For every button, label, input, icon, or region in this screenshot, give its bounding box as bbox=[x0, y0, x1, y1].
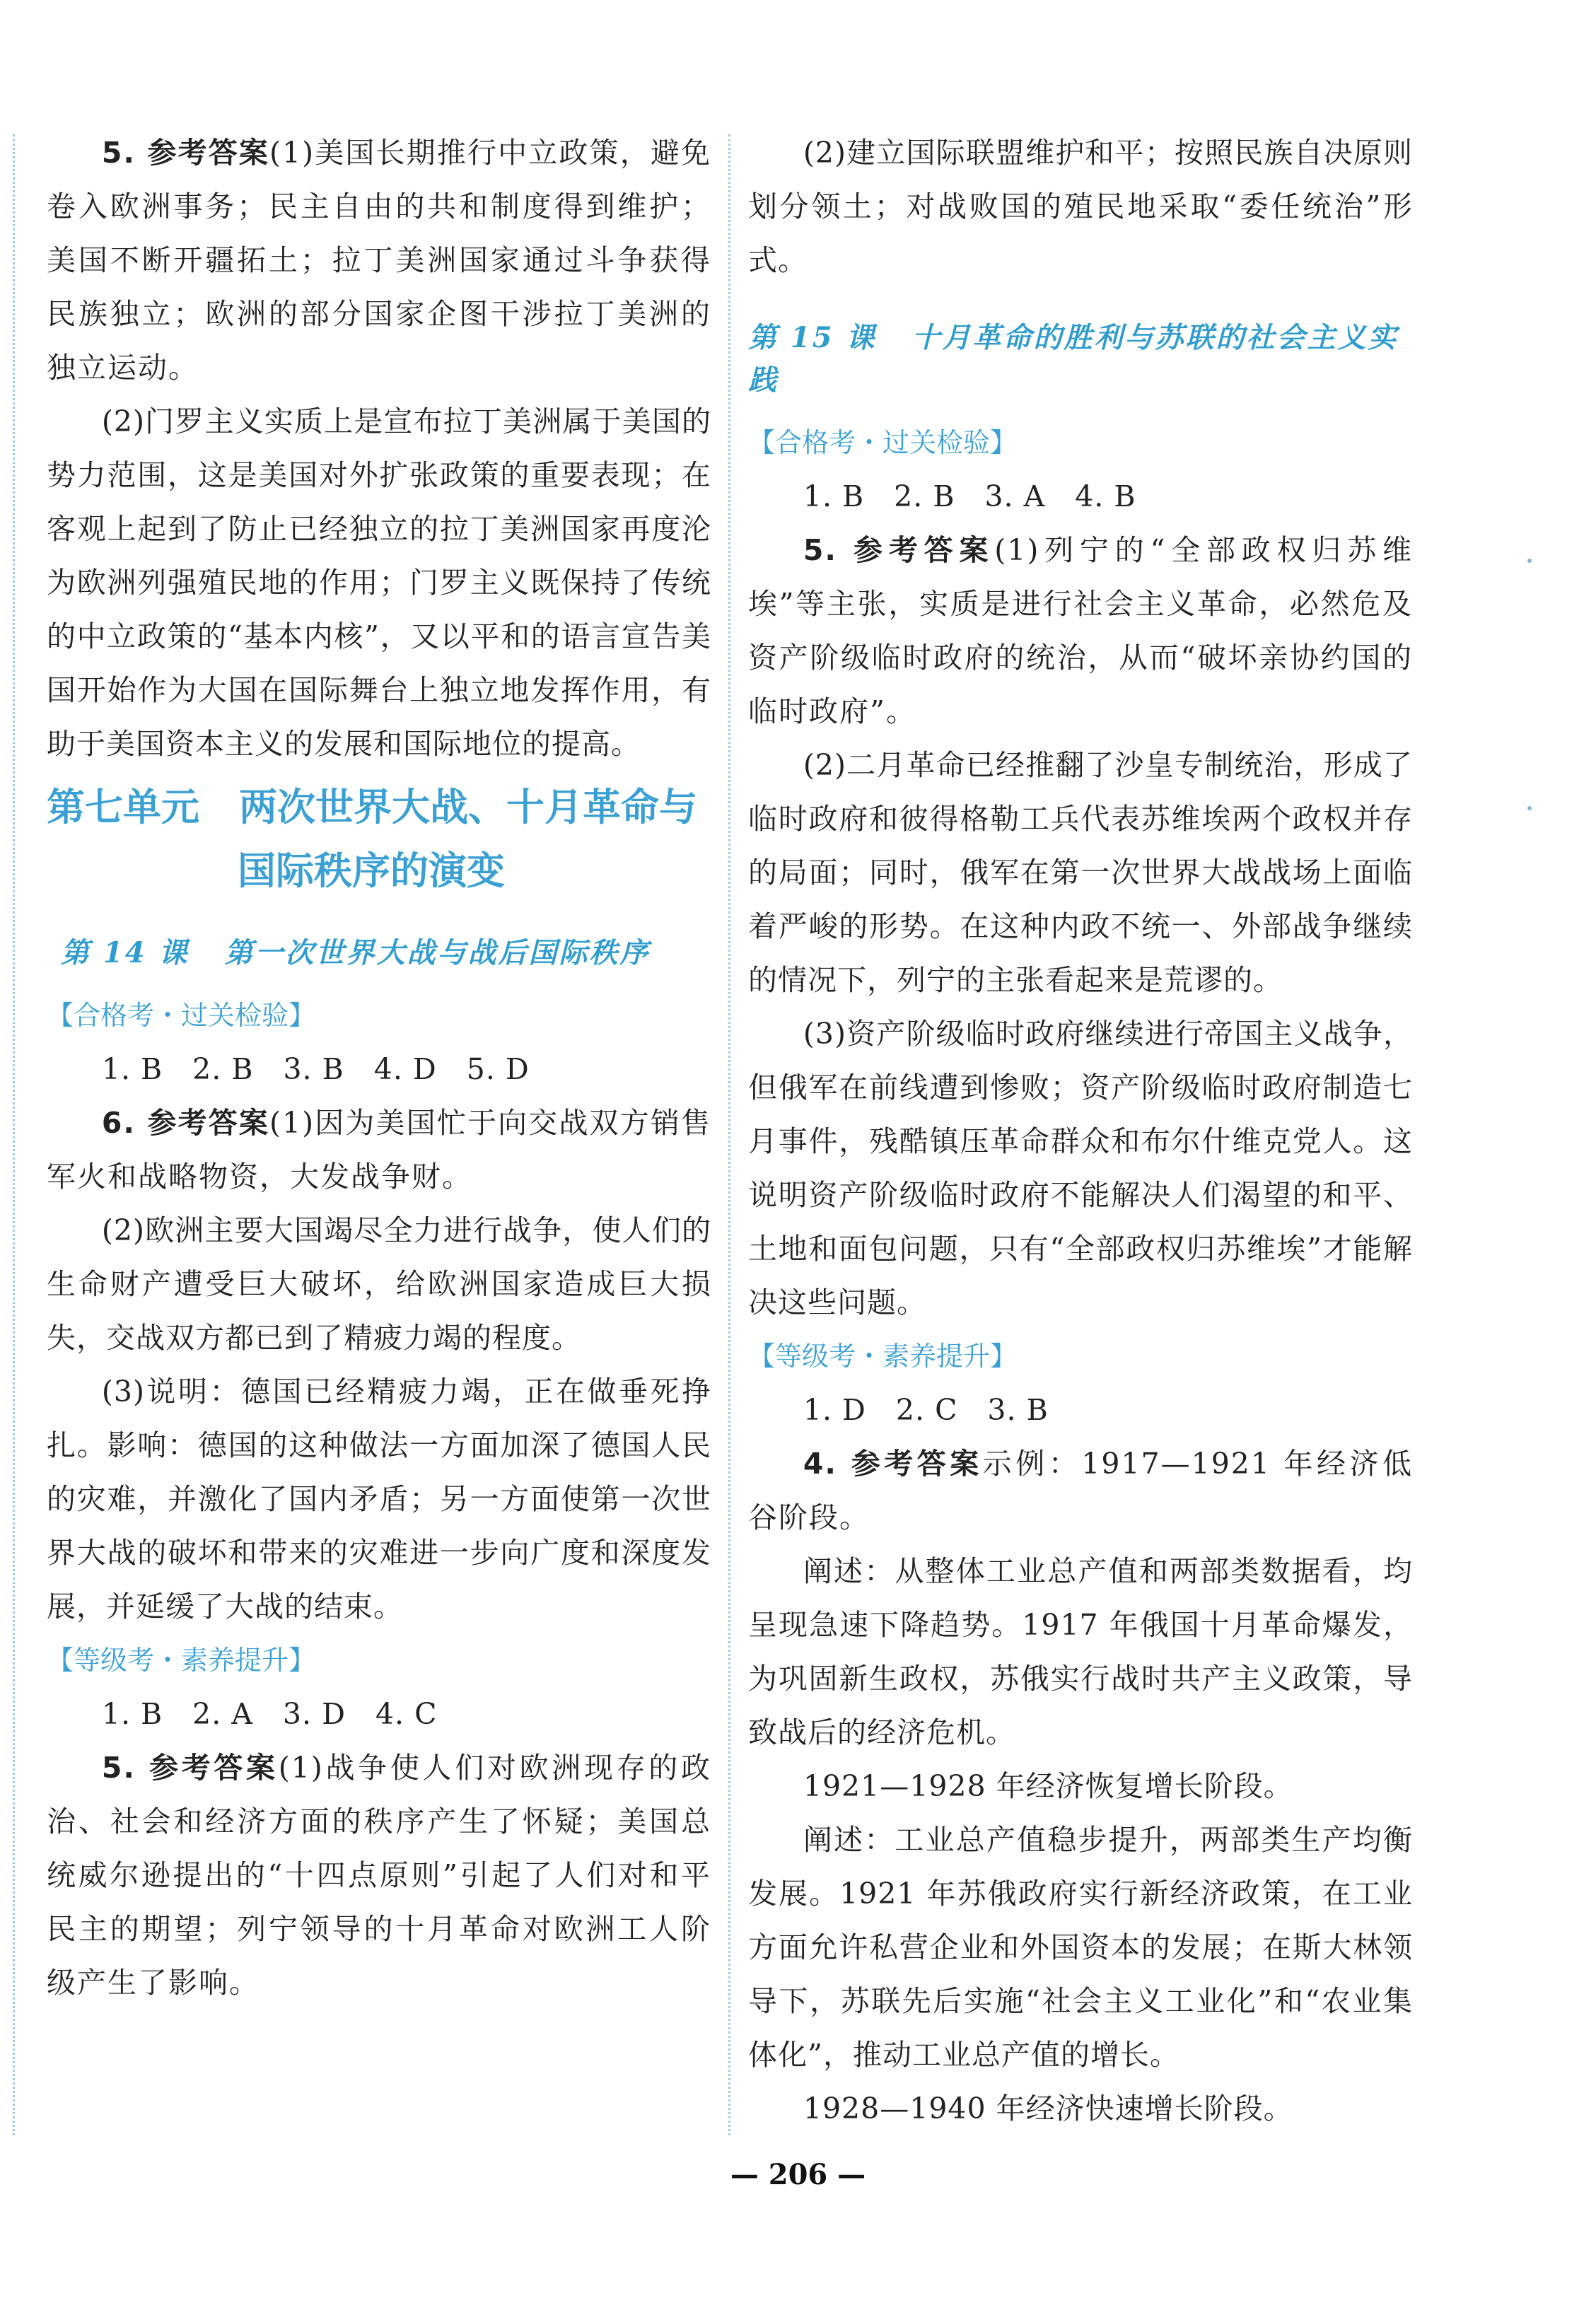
answer-paragraph: (2)门罗主义实质上是宣布拉丁美洲属于美国的势力范围，这是美国对外扩张政策的重要表现；在客观上起到了防止已经独立的拉丁美洲国家再度沦为欧洲列强殖民地的作用；门罗主义既保持了传统的中立政策的“基本内核”，又以平和的语言宣告美国开始作为大国在国际舞台上独立地发挥作用，有助于美国资本主义的发展和国际地位的提高。 bbox=[47, 404, 711, 761]
scan-speck bbox=[1527, 806, 1532, 810]
answer-text: (1)战争使人们对欧洲现存的政治、社会和经济方面的秩序产生了怀疑；美国总统威尔逊提出的“十四点原则”引起了人们对和平民主的期望；列宁领导的十月革命对欧洲工人阶级产生了影响。 bbox=[47, 1751, 711, 2000]
answer-paragraph: (2)欧洲主要大国竭尽全力进行战争，使人们的生命财产遭受巨大破坏，给欧洲国家造成巨大损失，交战双方都已到了精疲力竭的程度。 bbox=[47, 1213, 711, 1355]
scan-speck bbox=[1527, 559, 1532, 563]
answer-paragraph bbox=[47, 126, 711, 395]
answer-paragraph: 阐述：工业总产值稳步提升，两部类生产均衡发展。1921 年苏俄政府实行新经济政策，在工业方面允许私营企业和外国资本的发展；在斯大林领导下，苏联先后实施“社会主义工业化”和“农业集体化”，推动工业总产值的增长。 bbox=[748, 1823, 1413, 2072]
answer-label: 6. 参考答案 bbox=[101, 1106, 270, 1140]
choice-answers: 1. B 2. B 3. B 4. D 5. D bbox=[101, 1052, 530, 1086]
section-tag: 【等级考・素养提升】 bbox=[748, 1341, 1018, 1372]
answer-text: (1)美国长期推行中立政策，避免卷入欧洲事务；民主自由的共和制度得到维护；美国不断开疆拓土；拉丁美洲国家通过斗争获得民族独立；欧洲的部分国家企图干涉拉丁美洲的独立运动。 bbox=[47, 136, 711, 385]
answer-label: 5. 参考答案 bbox=[101, 136, 270, 170]
answer-paragraph: (3)说明：德国已经精疲力竭，正在做垂死挣扎。影响：德国的这种做法一方面加深了德国人民的灾难，并激化了国内矛盾；另一方面使第一次世界大战的破坏和带来的灾难进一步向广度和深度发展，并延缓了大战的结束。 bbox=[47, 1375, 711, 1623]
lesson-title: 十月革命的胜利与苏联的社会主义实践 bbox=[748, 321, 1399, 397]
lesson-heading bbox=[61, 932, 711, 974]
section-tag: 【合格考・过关检验】 bbox=[748, 427, 1018, 458]
answer-paragraph: 1921—1928 年经济恢复增长阶段。 bbox=[803, 1769, 1293, 1803]
choice-answers: 1. B 2. A 3. D 4. C bbox=[101, 1697, 438, 1731]
answer-paragraph: (2)建立国际联盟维护和平；按照民族自决原则划分领土；对战败国的殖民地采取“委任统治”形式。 bbox=[748, 136, 1413, 277]
answer-paragraph: 1928—1940 年经济快速增长阶段。 bbox=[803, 2092, 1293, 2126]
unit-number: 第七单元 bbox=[47, 784, 199, 829]
answer-paragraph: 阐述：从整体工业总产值和两部类数据看，均呈现急速下降趋势。1917 年俄国十月革命爆发，为巩固新生政权，苏俄实行战时共产主义政策，导致战后的经济危机。 bbox=[748, 1554, 1413, 1749]
answer-paragraph bbox=[47, 1096, 711, 1203]
page-number: — 206 — bbox=[730, 2158, 866, 2191]
lesson-heading bbox=[748, 317, 1413, 402]
unit-title-line2: 国际秩序的演变 bbox=[238, 848, 505, 893]
left-column bbox=[47, 126, 711, 2010]
right-column bbox=[748, 126, 1413, 2135]
lesson-title: 第一次世界大战与战后国际秩序 bbox=[224, 936, 651, 969]
unit-title bbox=[47, 775, 711, 902]
unit-title-line1: 两次世界大战、十月革命与 bbox=[239, 784, 697, 829]
answer-paragraph bbox=[47, 1741, 711, 2010]
answer-text: (1)因为美国忙于向交战双方销售军火和战略物资，大发战争财。 bbox=[47, 1106, 711, 1194]
lesson-number: 第 15 课 bbox=[748, 321, 877, 354]
answer-paragraph bbox=[748, 1437, 1413, 1544]
answer-text: 示例：1917—1921 年经济低谷阶段。 bbox=[748, 1447, 1413, 1534]
lesson-number: 第 14 课 bbox=[61, 936, 190, 969]
answer-label: 4. 参考答案 bbox=[803, 1447, 983, 1481]
left-margin-rule bbox=[13, 134, 15, 2135]
section-tag: 【等级考・素养提升】 bbox=[47, 1645, 316, 1676]
answer-paragraph bbox=[748, 523, 1413, 738]
answer-label: 5. 参考答案 bbox=[803, 533, 995, 567]
answer-label: 5. 参考答案 bbox=[101, 1751, 279, 1785]
section-tag: 【合格考・过关检验】 bbox=[47, 1000, 316, 1031]
column-divider-rule bbox=[728, 134, 730, 2135]
answer-paragraph: (3)资产阶级临时政府继续进行帝国主义战争，但俄军在前线遭到惨败；资产阶级临时政府制造七月事件，残酷镇压革命群众和布尔什维克党人。这说明资产阶级临时政府不能解决人们渴望的和平、土地和面包问题，只有“全部政权归苏维埃”才能解决这些问题。 bbox=[748, 1017, 1413, 1319]
answer-text: (1)列宁的“全部政权归苏维埃”等主张，实质是进行社会主义革命，必然危及资产阶级临时政府的统治，从而“破坏亲协约国的临时政府”。 bbox=[748, 533, 1413, 728]
answer-paragraph: (2)二月革命已经推翻了沙皇专制统治，形成了临时政府和彼得格勒工兵代表苏维埃两个政权并存的局面；同时，俄军在第一次世界大战战场上面临着严峻的形势。在这种内政不统一、外部战争继续的情况下，列宁的主张看起来是荒谬的。 bbox=[748, 748, 1413, 997]
choice-answers: 1. B 2. B 3. A 4. B bbox=[803, 479, 1136, 513]
choice-answers: 1. D 2. C 3. B bbox=[803, 1393, 1049, 1427]
